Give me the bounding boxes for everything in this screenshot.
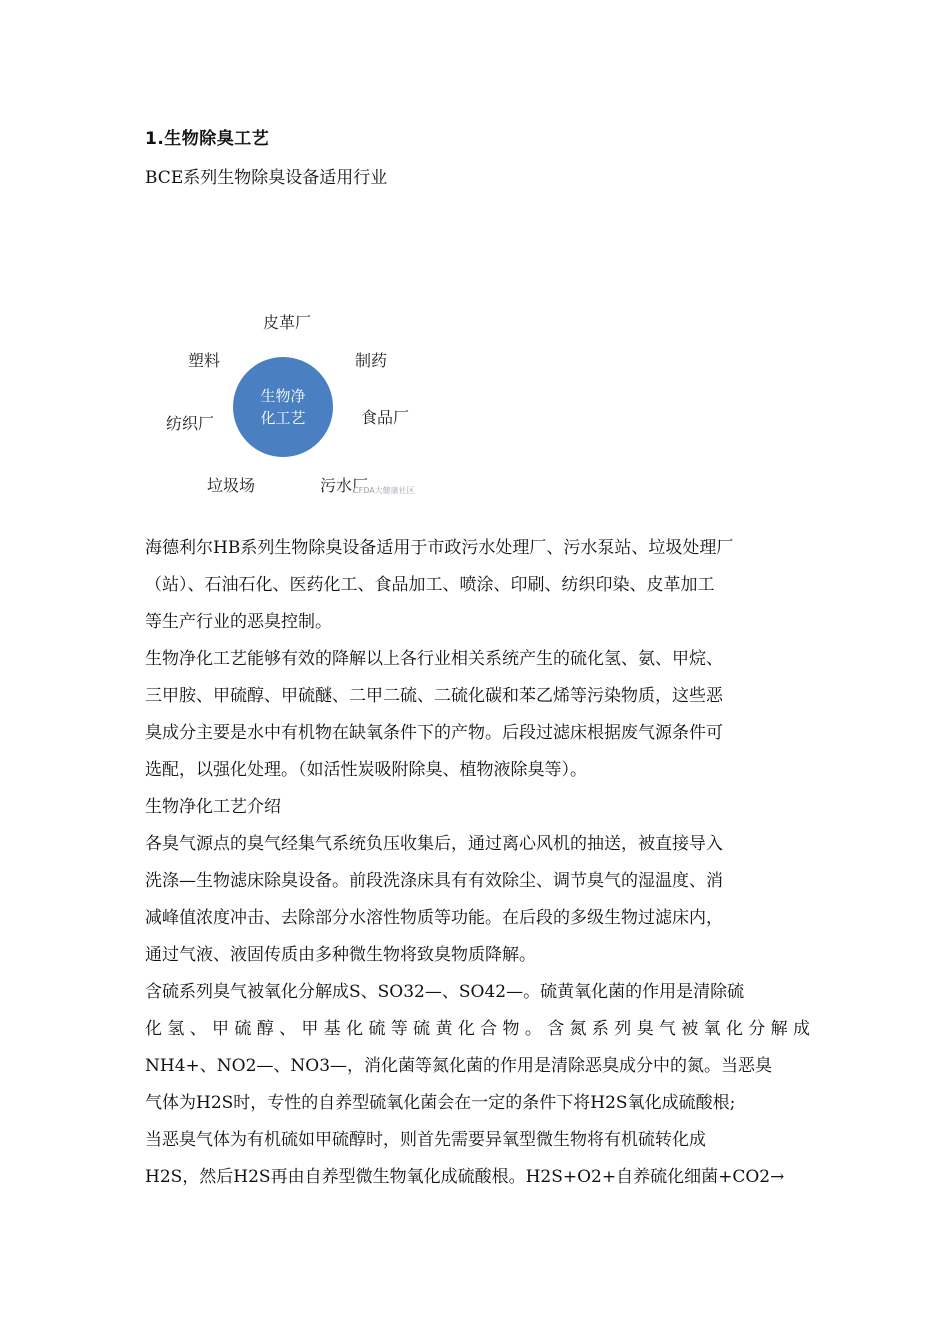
diagram-label-food: 食品厂: [361, 408, 410, 427]
text-line: 洗涤—生物滤床除臭设备。前段洗涤床具有有效除尘、调节臭气的湿温度、消: [145, 871, 723, 891]
section-heading: 1.生物除臭工艺: [145, 129, 270, 149]
text-line: 各臭气源点的臭气经集气系统负压收集后，通过离心风机的抽送，被直接导入: [145, 834, 723, 854]
text-line: 选配，以强化处理。（如活性炭吸附除臭、植物液除臭等）。: [145, 760, 587, 780]
diagram-label-leather: 皮革厂: [263, 313, 312, 332]
text-line: 臭成分主要是水中有机物在缺氧条件下的产物。后段过滤床根据废气源条件可: [145, 723, 723, 743]
paragraph-intro-title: [145, 789, 810, 826]
text-line: NH4+、NO2—、NO3—，消化菌等氮化菌的作用是清除恶臭成分中的氮。当恶臭: [145, 1056, 773, 1076]
paragraph-process: [145, 826, 810, 974]
diagram-center-circle: [233, 357, 333, 457]
diagram-center-line1: 生物净: [260, 387, 306, 405]
paragraph-pollutants: [145, 641, 810, 789]
diagram-center-line2: 化工艺: [260, 409, 306, 427]
text-line: 化氢、甲硫醇、甲基化硫等硫黄化合物。含氮系列臭气被氧化分解成: [145, 1019, 810, 1039]
paragraph-applicability: [145, 530, 810, 641]
paragraph-chemistry: [145, 974, 810, 1196]
industry-diagram: [155, 300, 445, 505]
diagram-label-sewage: 污水厂: [320, 476, 369, 495]
section-subheading: BCE系列生物除臭设备适用行业: [145, 168, 388, 188]
text-line: 海德利尔HB系列生物除臭设备适用于市政污水处理厂、污水泵站、垃圾处理厂: [145, 538, 734, 558]
text-line: 生物净化工艺能够有效的降解以上各行业相关系统产生的硫化氢、氨、甲烷、: [145, 649, 723, 669]
text-line: 生物净化工艺介绍: [145, 797, 281, 817]
diagram-label-textile: 纺织厂: [166, 414, 215, 433]
text-line: 当恶臭气体为有机硫如甲硫醇时，则首先需要异氧型微生物将有机硫转化成: [145, 1130, 706, 1150]
diagram-watermark: CFDA大健康社区: [353, 486, 415, 495]
diagram-label-landfill: 垃圾场: [207, 476, 256, 495]
text-line: 三甲胺、甲硫醇、甲硫醚、二甲二硫、二硫化碳和苯乙烯等污染物质，这些恶: [145, 686, 723, 706]
body-text: [145, 530, 810, 1196]
text-line: 等生产行业的恶臭控制。: [145, 612, 332, 632]
text-line: 减峰值浓度冲击、去除部分水溶性物质等功能。在后段的多级生物过滤床内，: [145, 908, 723, 928]
diagram-label-pharma: 制药: [355, 351, 388, 370]
text-line: H2S，然后H2S再由自养型微生物氧化成硫酸根。H2S+O2+自养硫化细菌+CO2→: [145, 1167, 785, 1187]
text-line: （站）、石油石化、医药化工、食品加工、喷涂、印刷、纺织印染、皮革加工: [145, 575, 715, 595]
text-line: 气体为H2S时，专性的自养型硫氧化菌会在一定的条件下将H2S氧化成硫酸根;: [145, 1093, 736, 1113]
diagram-label-plastic: 塑料: [188, 351, 221, 370]
text-line: 含硫系列臭气被氧化分解成S、SO32—、SO42—。硫黄氧化菌的作用是清除硫: [145, 982, 745, 1002]
text-line: 通过气液、液固传质由多种微生物将致臭物质降解。: [145, 945, 536, 965]
